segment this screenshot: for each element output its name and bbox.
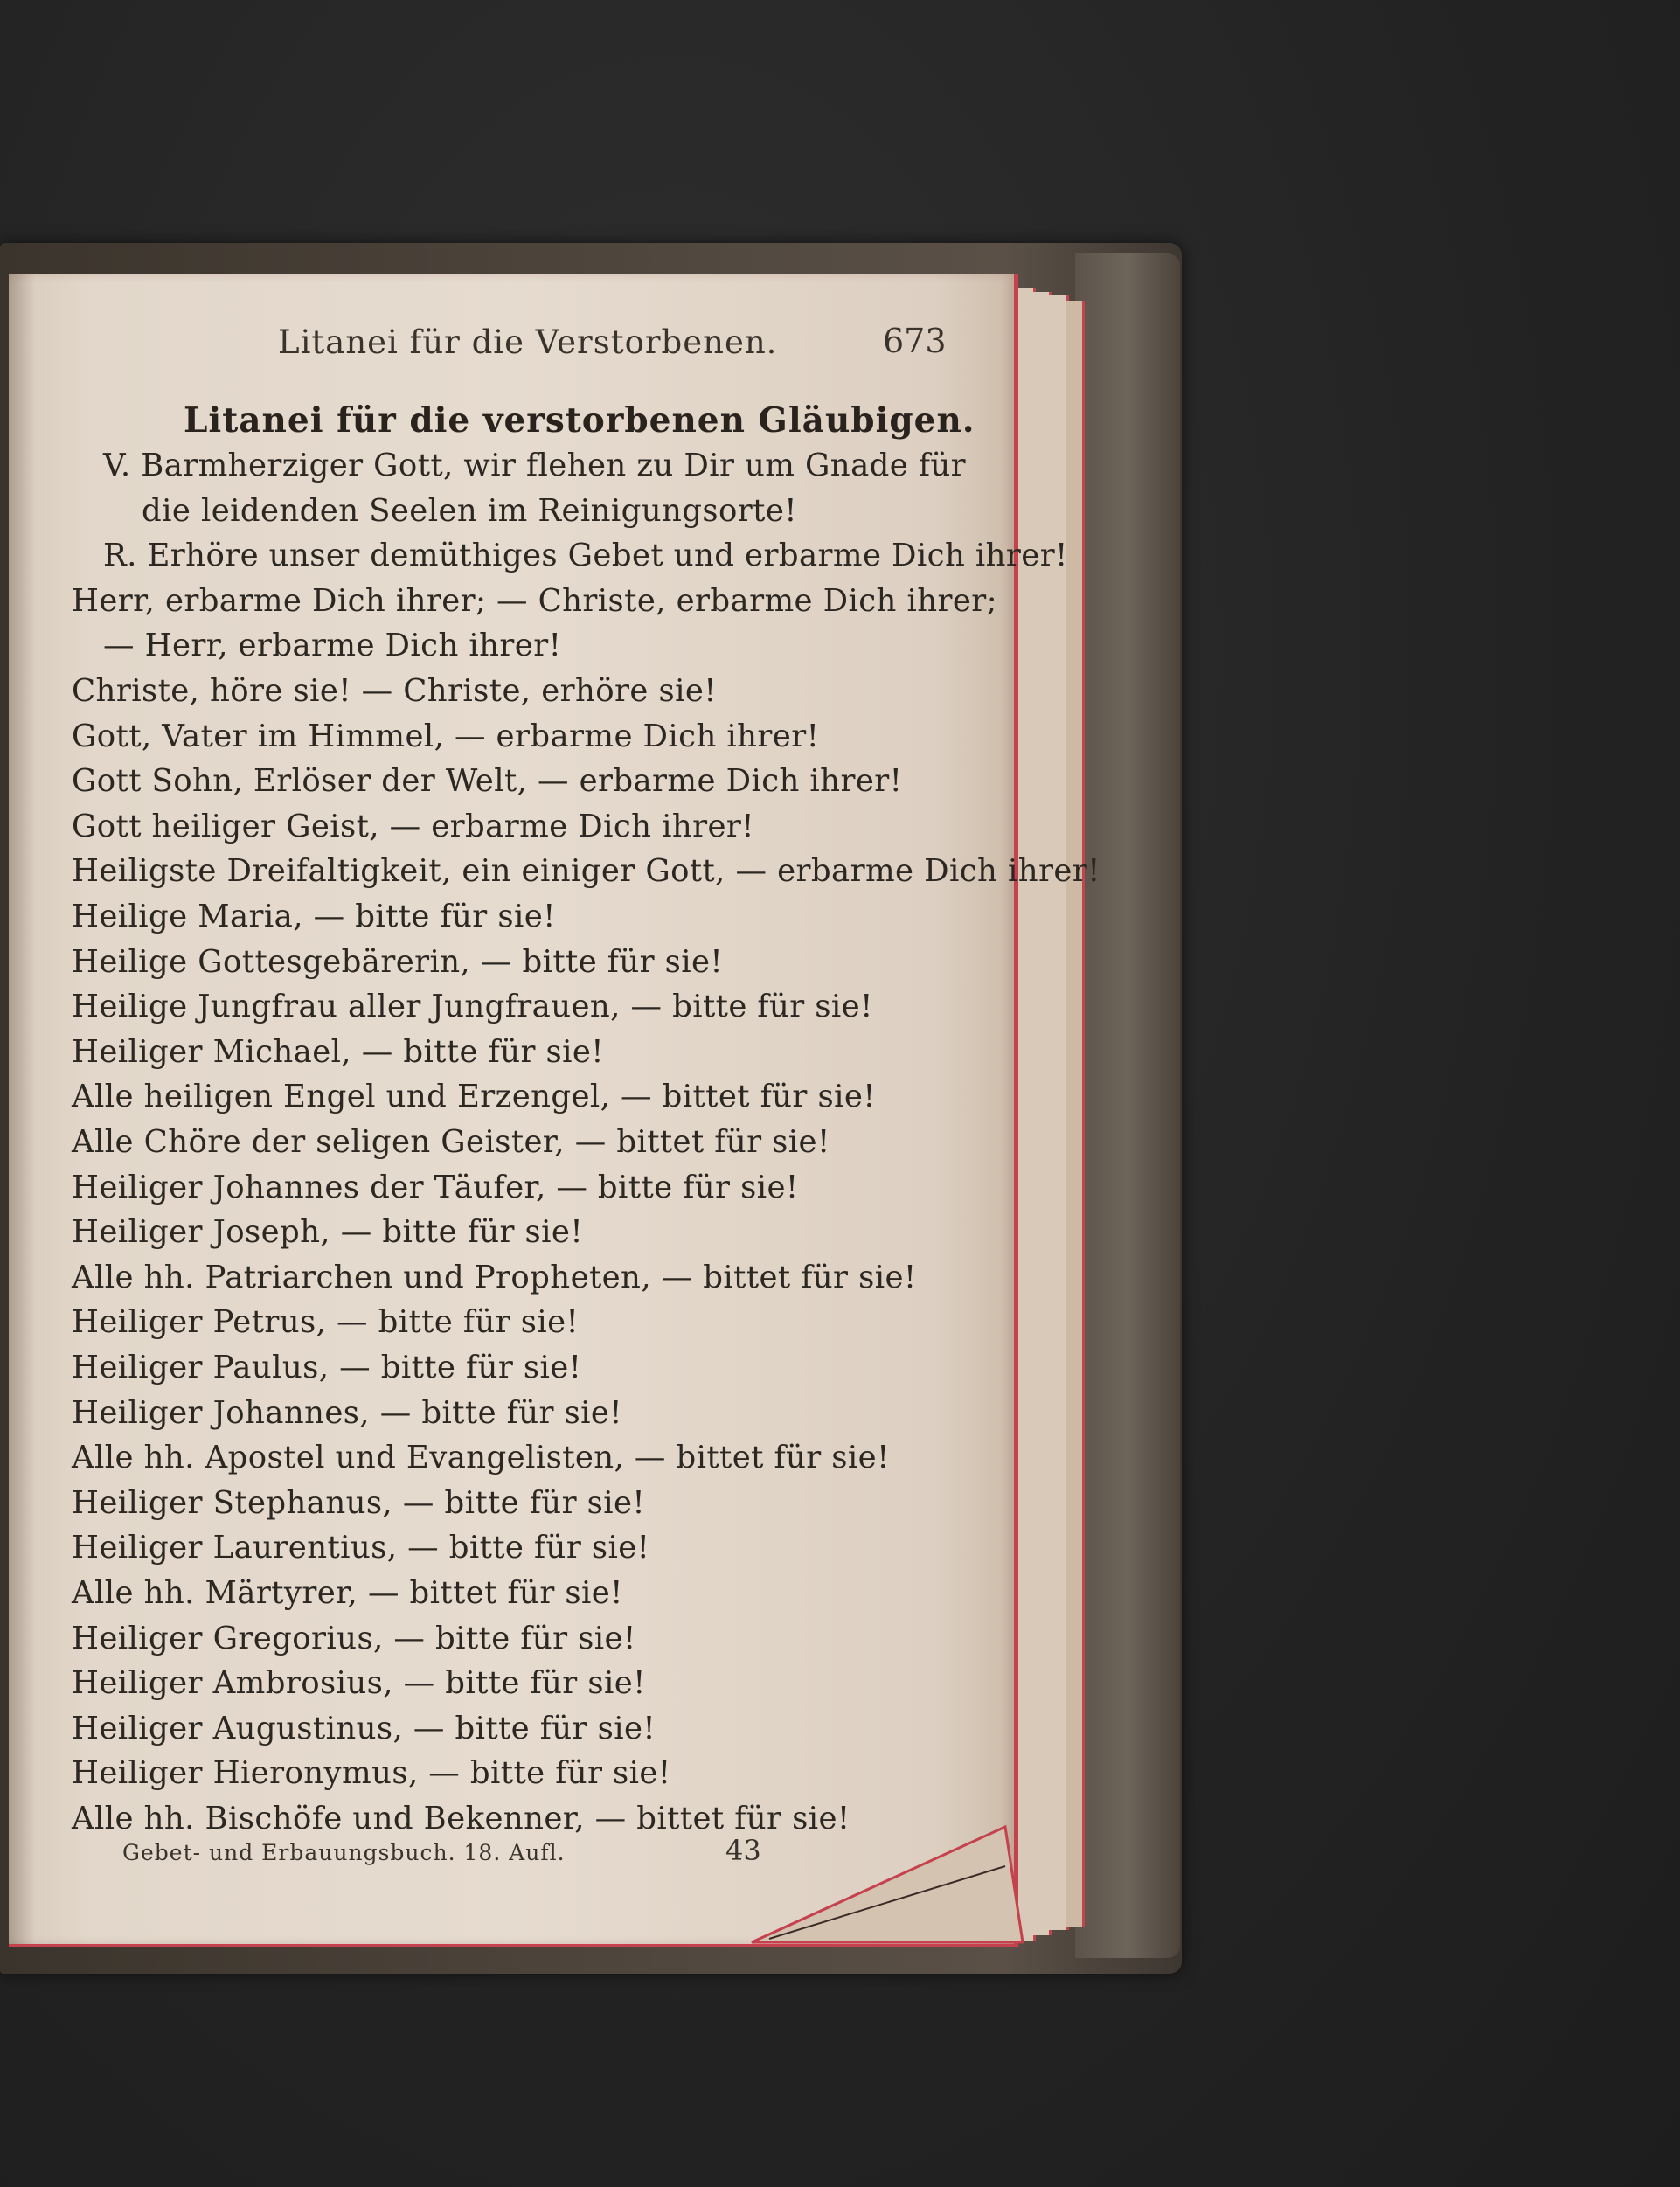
footer-signature: Gebet- und Erbauungsbuch. 18. Aufl. bbox=[122, 1840, 566, 1865]
litany-line: Heiliger Paulus, — bitte für sie! bbox=[72, 1350, 582, 1385]
litany-line: Gott, Vater im Himmel, — erbarme Dich ihrer! bbox=[72, 718, 820, 754]
litany-line: Alle hh. Patriarchen und Propheten, — bittet für sie! bbox=[72, 1259, 917, 1295]
litany-line: Heiliger Petrus, — bitte für sie! bbox=[72, 1304, 580, 1341]
litany-line: Gott Sohn, Erlöser der Welt, — erbarme Dich ihrer! bbox=[72, 763, 903, 800]
litany-line: Alle hh. Bischöfe und Bekenner, — bittet für sie! bbox=[72, 1801, 850, 1836]
litany-line: Heiligste Dreifaltigkeit, ein einiger Gott, — erbarme Dich ihrer! bbox=[72, 853, 1100, 890]
litany-line: Heiliger Laurentius, — bitte für sie! bbox=[72, 1530, 650, 1566]
litany-line: Alle hh. Apostel und Evangelisten, — bittet für sie! bbox=[72, 1440, 890, 1476]
litany-line: Christe, höre sie! — Christe, erhöre sie! bbox=[72, 673, 717, 709]
litany-line: V. Barmherziger Gott, wir flehen zu Dir um Gnade für bbox=[103, 448, 967, 483]
litany-line: — Herr, erbarme Dich ihrer! bbox=[103, 628, 562, 664]
litany-line: Heiliger Gregorius, — bitte für sie! bbox=[72, 1620, 636, 1656]
running-head: Litanei für die Verstorbenen. bbox=[278, 323, 778, 361]
litany-line: die leidenden Seelen im Reinigungsorte! bbox=[142, 492, 797, 529]
page-number: 673 bbox=[883, 322, 947, 360]
litany-line: Heiliger Ambrosius, — bitte für sie! bbox=[72, 1665, 646, 1702]
litany-line: Heilige Jungfrau aller Jungfrauen, — bitte für sie! bbox=[72, 989, 873, 1025]
litany-line: Alle hh. Märtyrer, — bittet für sie! bbox=[72, 1575, 623, 1611]
litany-line: Heiliger Johannes der Täufer, — bitte für sie! bbox=[72, 1169, 799, 1205]
litany-line: Alle Chöre der seligen Geister, — bittet für sie! bbox=[72, 1124, 830, 1160]
litany-heading: Litanei für die verstorbenen Gläubigen. bbox=[184, 400, 975, 441]
litany-line: Alle heiligen Engel und Erzengel, — bittet für sie! bbox=[72, 1079, 876, 1115]
litany-line: Heiliger Hieronymus, — bitte für sie! bbox=[72, 1755, 671, 1792]
litany-line: Heilige Gottesgebärerin, — bitte für sie! bbox=[72, 943, 724, 980]
litany-line: Heiliger Michael, — bitte für sie! bbox=[72, 1033, 604, 1070]
litany-line: Heilige Maria, — bitte für sie! bbox=[72, 899, 556, 934]
litany-line: Gott heiliger Geist, — erbarme Dich ihrer! bbox=[72, 808, 754, 844]
litany-line: Heiliger Joseph, — bitte für sie! bbox=[72, 1214, 583, 1251]
litany-line: Herr, erbarme Dich ihrer; — Christe, erbarme Dich ihrer; bbox=[72, 582, 997, 619]
footer-sheet-number: 43 bbox=[725, 1834, 761, 1867]
litany-line: Heiliger Augustinus, — bitte für sie! bbox=[72, 1710, 656, 1746]
litany-line: R. Erhöre unser demüthiges Gebet und erbarme Dich ihrer! bbox=[103, 538, 1068, 574]
litany-line: Heiliger Johannes, — bitte für sie! bbox=[72, 1394, 622, 1431]
litany-line: Heiliger Stephanus, — bitte für sie! bbox=[72, 1484, 646, 1521]
